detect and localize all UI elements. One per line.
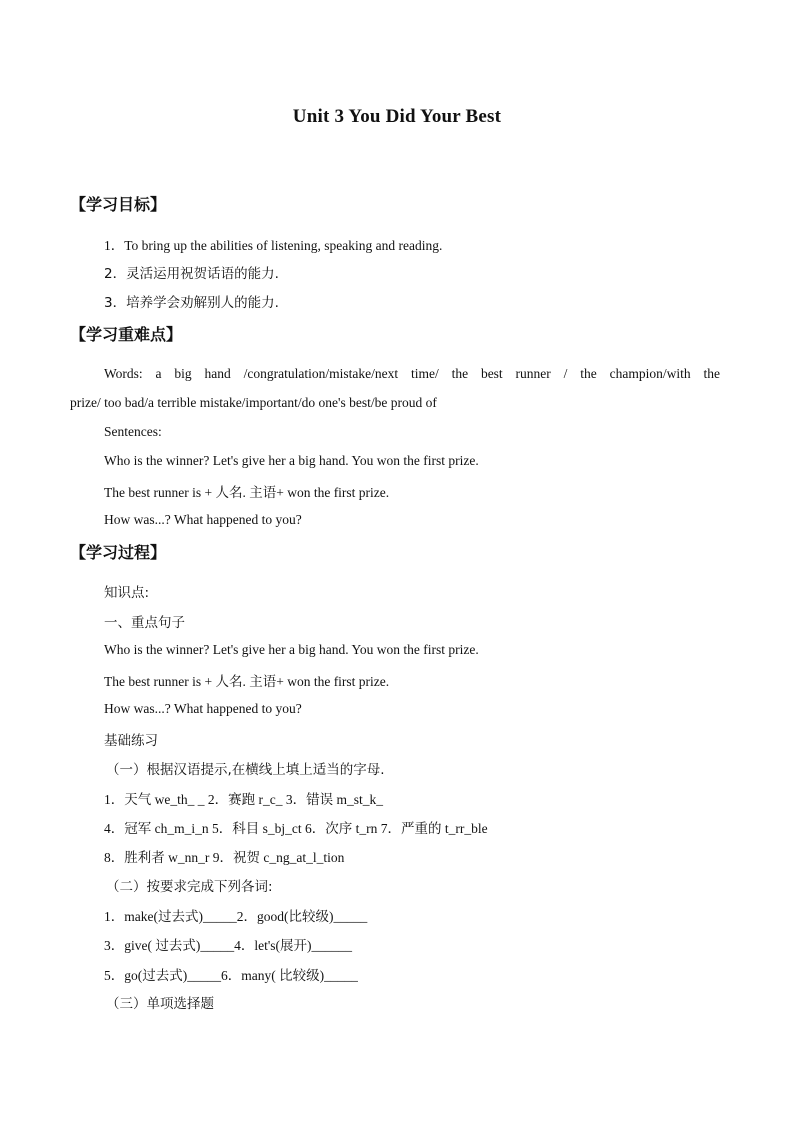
document-title: Unit 3 You Did Your Best [292, 106, 502, 127]
exercise2-row-2: 3．give( 过去式)_____4．let's(展开)______ [104, 938, 353, 953]
knowledge-label: 知识点: [104, 585, 150, 601]
part1-title: 一、重点句子 [104, 615, 185, 631]
exercise1-row-2: 4．冠军 ch_m_i_n 5．科目 s_bj_ct 6．次序 t_rn 7．严重的 t_rr_ble [104, 821, 488, 836]
objective-item-2: 2．灵活运用祝贺话语的能力. [104, 266, 279, 282]
key-sentence-1: Who is the winner? Let's give her a big hand. You won the first prize. [104, 453, 479, 468]
exercise1-title: （一）根据汉语提示,在横线上填上适当的字母. [106, 762, 385, 778]
words-line-2: prize/ too bad/a terrible mistake/important/do one's best/be proud of [70, 395, 437, 410]
exercise1-row-1: 1．天气 we_th_ _ 2．赛跑 r_c_ 3．错误 m_st_k_ [104, 792, 383, 807]
heading-objectives: 【学习目标】 [70, 195, 167, 214]
key-sentence-3: How was...? What happened to you? [104, 512, 302, 527]
words-line-1: Words: a big hand /congratulation/mistake/next time/ the best runner / the champion/with the [104, 366, 720, 381]
part1-sentence-1: Who is the winner? Let's give her a big hand. You won the first prize. [104, 642, 479, 657]
heading-process: 【学习过程】 [70, 543, 167, 562]
heading-key-points: 【学习重难点】 [70, 325, 183, 344]
objective-item-3: 3．培养学会劝解别人的能力. [104, 295, 279, 311]
exercise2-row-3: 5．go(过去式)_____6．many( 比较级)_____ [104, 968, 358, 983]
exercise2-row-1: 1．make(过去式)_____2．good(比较级)_____ [104, 909, 368, 924]
sentences-label: Sentences: [104, 424, 162, 439]
objective-item-1: 1．To bring up the abilities of listening, speaking and reading. [104, 238, 443, 253]
key-sentence-2: The best runner is + 人名. 主语+ won the first prize. [104, 485, 390, 500]
exercise3-title: （三）单项选择题 [106, 996, 214, 1012]
exercise1-row-3: 8．胜利者 w_nn_r 9．祝贺 c_ng_at_l_tion [104, 850, 345, 865]
exercise2-title: （二）按要求完成下列各词: [106, 879, 273, 895]
practice-label: 基础练习 [104, 733, 158, 749]
part1-sentence-2: The best runner is + 人名. 主语+ won the first prize. [104, 674, 390, 689]
part1-sentence-3: How was...? What happened to you? [104, 701, 302, 716]
